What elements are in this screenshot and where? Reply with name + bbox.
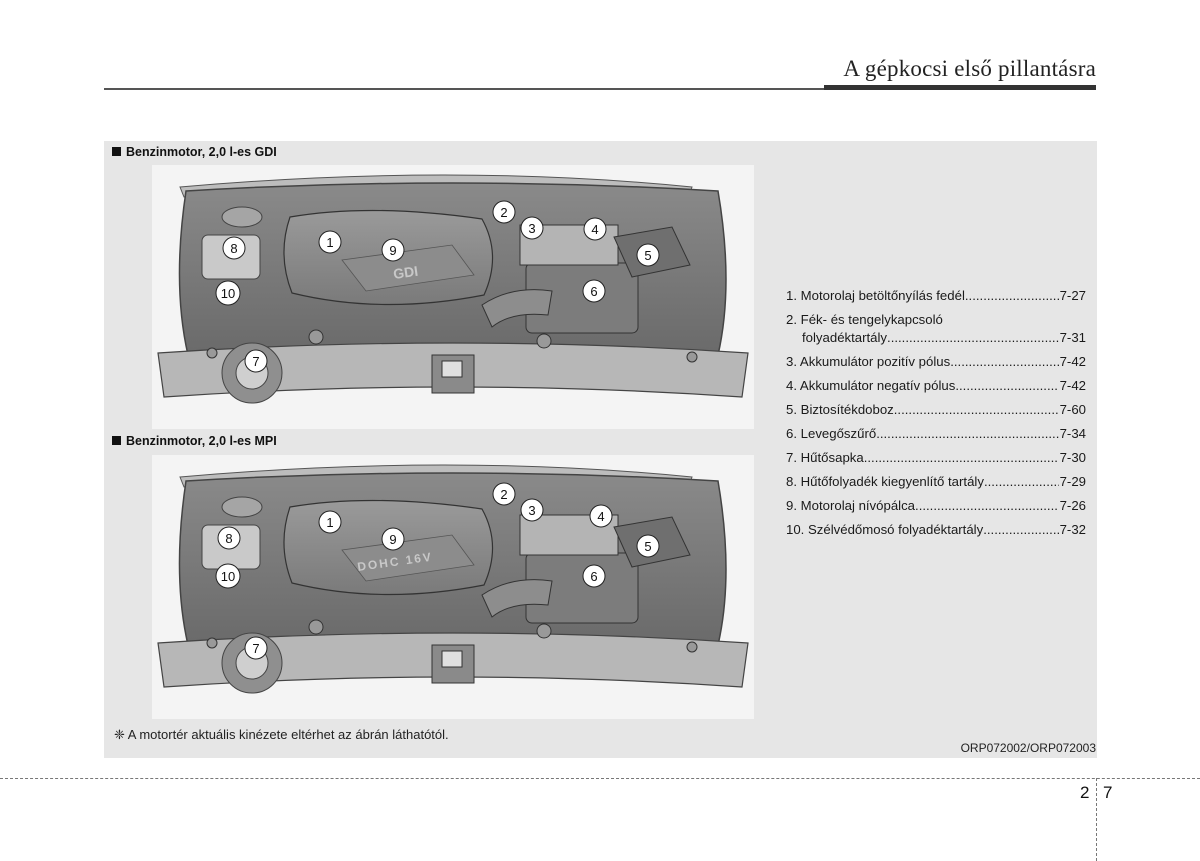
- section-label-gdi: [112, 145, 277, 159]
- legend-item: 6. Levegőszűrő ..... 7-34: [786, 425, 1086, 443]
- svg-text:9: 9: [389, 243, 397, 258]
- svg-text:6: 6: [590, 569, 598, 584]
- page-number: 7: [1103, 783, 1113, 802]
- callout-10: [216, 281, 240, 305]
- legend-item: 1. Motorolaj betöltőnyílás fedél ..... 7-27: [786, 287, 1086, 305]
- engine-bay-illustration: [152, 455, 754, 719]
- svg-text:5: 5: [644, 539, 652, 554]
- callout-4: [590, 505, 612, 527]
- legend-item: 4. Akkumulátor negatív pólus ..... 7-42: [786, 377, 1086, 395]
- engine-bay-illustration: [152, 165, 754, 429]
- svg-text:10: 10: [220, 569, 236, 584]
- svg-text:10: 10: [220, 286, 236, 301]
- legend-item: 10. Szélvédőmosó folyadéktartály ..... 7-32: [786, 521, 1086, 539]
- callout-10: [216, 564, 240, 588]
- header-rule-accent: [824, 85, 1096, 90]
- footer-divider-vertical: [1096, 778, 1097, 861]
- engine-figure-mpi: [152, 455, 754, 719]
- svg-text:3: 3: [528, 503, 536, 518]
- square-bullet-icon: [112, 147, 121, 156]
- engine-figure-gdi: [152, 165, 754, 429]
- legend-item: 3. Akkumulátor pozitív pólus ..... 7-42: [786, 353, 1086, 371]
- engine-cover-text: GDI: [392, 262, 420, 282]
- svg-text:7: 7: [252, 641, 260, 656]
- callout-4: [584, 218, 606, 240]
- legend-item: 7. Hűtősapka ..... 7-30: [786, 449, 1086, 467]
- callout-7: [245, 350, 267, 372]
- header-rule: [104, 88, 824, 90]
- callout-6: [583, 280, 605, 302]
- page-header-title: A gépkocsi első pillantásra: [843, 56, 1096, 81]
- callout-3: [521, 499, 543, 521]
- footnote: ❈ A motortér aktuális kinézete eltérhet az ábrán láthatótól.: [114, 727, 449, 742]
- callout-3: [521, 217, 543, 239]
- callout-9: [382, 528, 404, 550]
- svg-text:5: 5: [644, 248, 652, 263]
- figure-reference-code: ORP072002/ORP072003: [960, 741, 1096, 755]
- engine-cover-text: DOHC 16V: [356, 549, 434, 574]
- svg-text:1: 1: [326, 515, 334, 530]
- legend-item: 2. Fék- és tengelykapcsoló folyadéktartály ..... 7-31: [786, 311, 1086, 347]
- callout-6: [583, 565, 605, 587]
- legend-item: 5. Biztosítékdoboz ..... 7-60: [786, 401, 1086, 419]
- callout-2: [493, 201, 515, 223]
- footer-divider: [0, 778, 1200, 779]
- svg-text:8: 8: [225, 531, 233, 546]
- svg-text:1: 1: [326, 235, 334, 250]
- svg-text:8: 8: [230, 241, 238, 256]
- svg-text:3: 3: [528, 221, 536, 236]
- callout-1: [319, 231, 341, 253]
- svg-text:9: 9: [389, 532, 397, 547]
- svg-text:7: 7: [252, 354, 260, 369]
- chapter-number: 2: [1080, 783, 1090, 802]
- section-label-mpi: [112, 434, 277, 448]
- section-label-text: Benzinmotor, 2,0 l-es GDI: [126, 145, 277, 159]
- callout-5: [637, 244, 659, 266]
- svg-text:2: 2: [500, 205, 508, 220]
- callout-5: [637, 535, 659, 557]
- callout-7: [245, 637, 267, 659]
- callout-8: [223, 237, 245, 259]
- callout-2: [493, 483, 515, 505]
- callout-9: [382, 239, 404, 261]
- callout-8: [218, 527, 240, 549]
- legend-item: 9. Motorolaj nívópálca ..... 7-26: [786, 497, 1086, 515]
- svg-text:6: 6: [590, 284, 598, 299]
- legend-item: 8. Hűtőfolyadék kiegyenlítő tartály ..... 7-29: [786, 473, 1086, 491]
- square-bullet-icon: [112, 436, 121, 445]
- parts-legend: [786, 287, 1086, 545]
- svg-text:4: 4: [591, 222, 599, 237]
- svg-text:4: 4: [597, 509, 605, 524]
- callout-1: [319, 511, 341, 533]
- section-label-text: Benzinmotor, 2,0 l-es MPI: [126, 434, 277, 448]
- svg-text:2: 2: [500, 487, 508, 502]
